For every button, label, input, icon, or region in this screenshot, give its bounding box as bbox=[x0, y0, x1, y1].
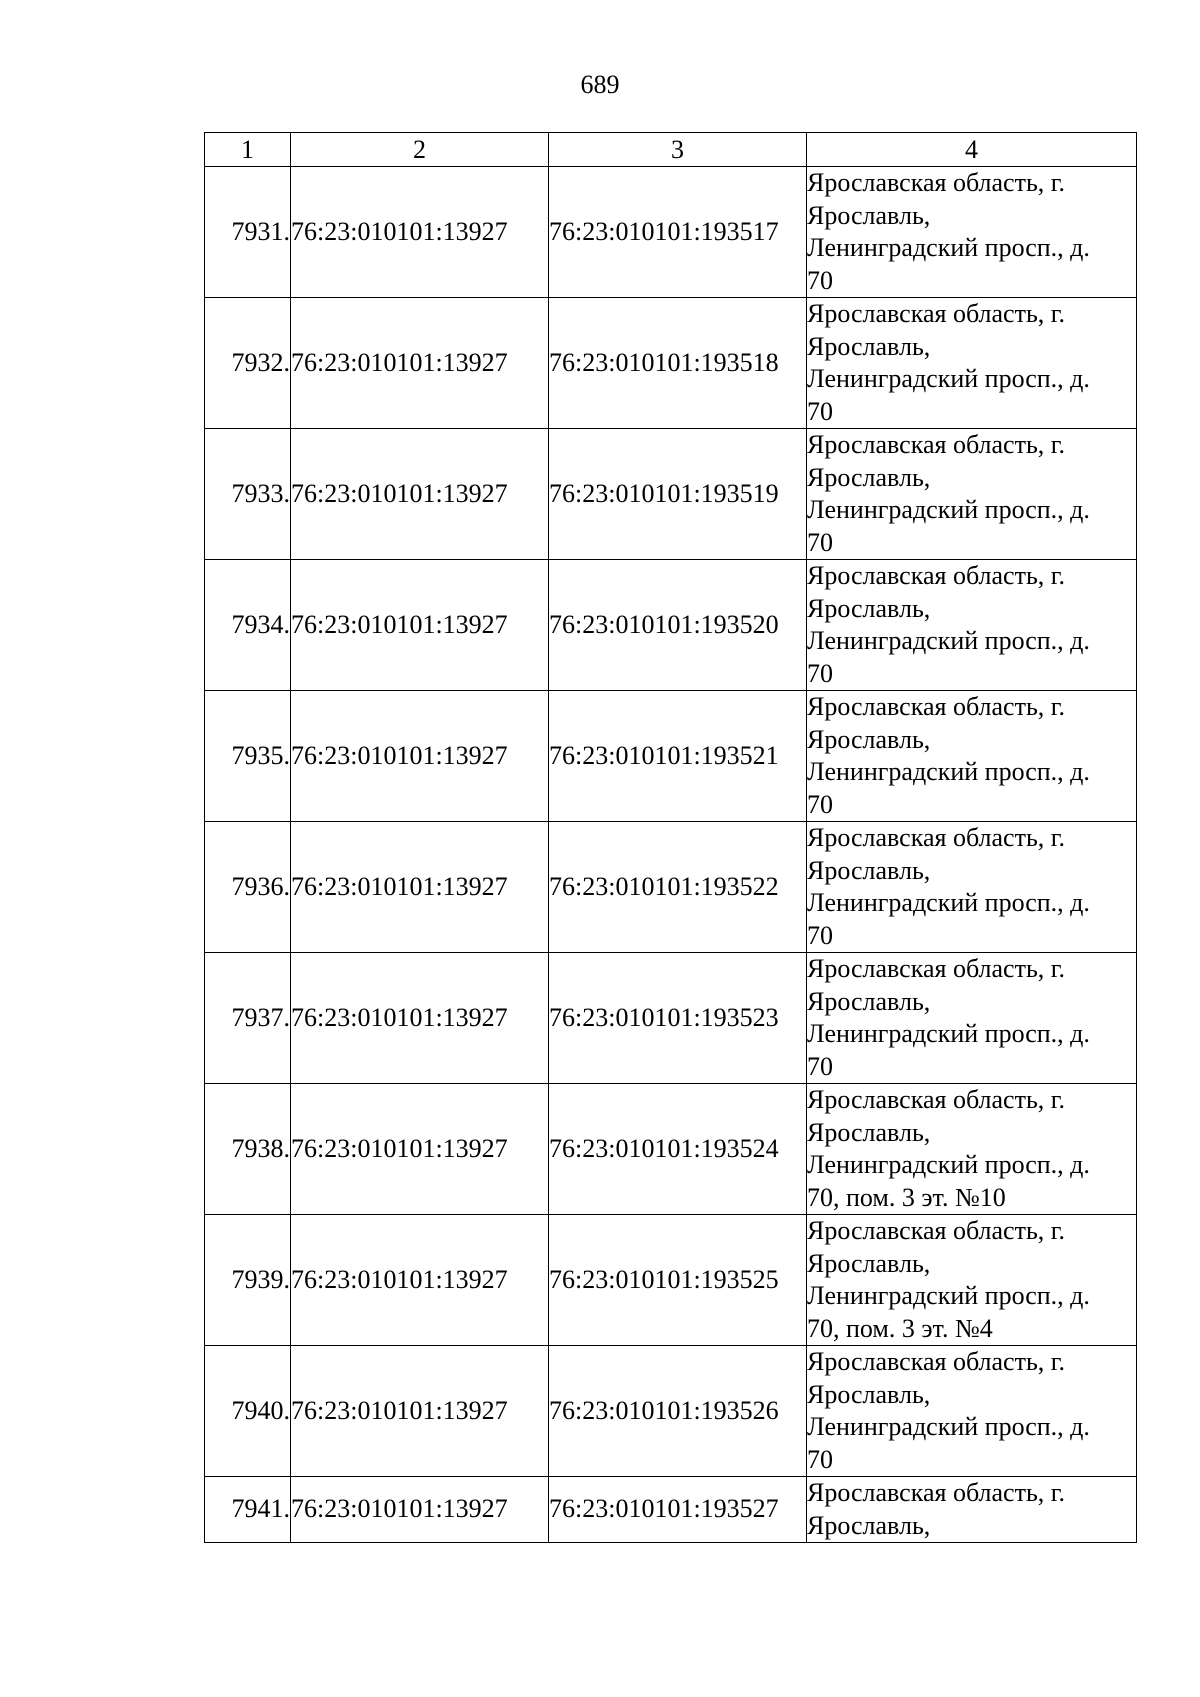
row-number-cell: 7935. bbox=[205, 691, 291, 822]
address-line: 70 bbox=[807, 527, 833, 557]
address-line: Ярославль, bbox=[807, 724, 931, 754]
address-line: Ленинградский просп., д. bbox=[807, 495, 1090, 524]
address-line: Ярославль, bbox=[807, 1510, 931, 1540]
table-row bbox=[205, 429, 1137, 560]
header-cell-1: 1 bbox=[205, 133, 291, 167]
building-cadastral-number-cell: 76:23:010101:13927 bbox=[291, 429, 549, 560]
address-cell bbox=[807, 691, 1137, 822]
premises-cadastral-number-cell: 76:23:010101:193527 bbox=[549, 1477, 807, 1543]
address-line: Ленинградский просп., д. bbox=[807, 364, 1090, 393]
header-cell-3: 3 bbox=[549, 133, 807, 167]
address-line: Ленинградский просп., д. bbox=[807, 757, 1090, 786]
address-line: Ярославская область, г. bbox=[807, 1216, 1066, 1245]
address-line: 70, пом. 3 эт. №10 bbox=[807, 1182, 1006, 1212]
address-cell bbox=[807, 167, 1137, 298]
address-line: Ярославская область, г. bbox=[807, 1085, 1066, 1114]
table-row bbox=[205, 560, 1137, 691]
premises-cadastral-number-cell: 76:23:010101:193517 bbox=[549, 167, 807, 298]
address-line: Ярославль, bbox=[807, 1117, 931, 1147]
building-cadastral-number-cell: 76:23:010101:13927 bbox=[291, 953, 549, 1084]
building-cadastral-number-cell: 76:23:010101:13927 bbox=[291, 298, 549, 429]
address-line: Ленинградский просп., д. bbox=[807, 1281, 1090, 1310]
address-line: Ярославль, bbox=[807, 593, 931, 623]
building-cadastral-number-cell: 76:23:010101:13927 bbox=[291, 1346, 549, 1477]
address-line: Ярославль, bbox=[807, 462, 931, 492]
address-line: 70 bbox=[807, 920, 833, 950]
address-line: Ленинградский просп., д. bbox=[807, 1412, 1090, 1441]
address-line: Ярославская область, г. bbox=[807, 1347, 1066, 1376]
address-line: 70 bbox=[807, 396, 833, 426]
address-line: Ярославская область, г. bbox=[807, 168, 1066, 197]
premises-cadastral-number-cell: 76:23:010101:193526 bbox=[549, 1346, 807, 1477]
premises-cadastral-number-cell: 76:23:010101:193525 bbox=[549, 1215, 807, 1346]
address-line: 70 bbox=[807, 658, 833, 688]
row-number-cell: 7936. bbox=[205, 822, 291, 953]
premises-cadastral-number-cell: 76:23:010101:193519 bbox=[549, 429, 807, 560]
address-line: Ярославская область, г. bbox=[807, 692, 1066, 721]
row-number-cell: 7938. bbox=[205, 1084, 291, 1215]
address-line: 70 bbox=[807, 265, 833, 295]
page-number: 689 bbox=[580, 70, 620, 99]
premises-cadastral-number-cell: 76:23:010101:193523 bbox=[549, 953, 807, 1084]
address-line: Ярославль, bbox=[807, 200, 931, 230]
premises-cadastral-number-cell: 76:23:010101:193521 bbox=[549, 691, 807, 822]
address-line: Ярославская область, г. bbox=[807, 430, 1066, 459]
registry-table bbox=[204, 132, 1137, 1543]
building-cadastral-number-cell: 76:23:010101:13927 bbox=[291, 167, 549, 298]
building-cadastral-number-cell: 76:23:010101:13927 bbox=[291, 1215, 549, 1346]
address-line: Ярославль, bbox=[807, 986, 931, 1016]
row-number-cell: 7939. bbox=[205, 1215, 291, 1346]
building-cadastral-number-cell: 76:23:010101:13927 bbox=[291, 1477, 549, 1543]
row-number-cell: 7941. bbox=[205, 1477, 291, 1543]
building-cadastral-number-cell: 76:23:010101:13927 bbox=[291, 822, 549, 953]
premises-cadastral-number-cell: 76:23:010101:193520 bbox=[549, 560, 807, 691]
premises-cadastral-number-cell: 76:23:010101:193522 bbox=[549, 822, 807, 953]
address-line: 70, пом. 3 эт. №4 bbox=[807, 1313, 993, 1343]
table-row bbox=[205, 1084, 1137, 1215]
table-row bbox=[205, 1215, 1137, 1346]
address-line: Ленинградский просп., д. bbox=[807, 233, 1090, 262]
table-row bbox=[205, 167, 1137, 298]
row-number-cell: 7931. bbox=[205, 167, 291, 298]
address-line: Ярославль, bbox=[807, 1379, 931, 1409]
address-cell bbox=[807, 1346, 1137, 1477]
address-line: Ленинградский просп., д. bbox=[807, 1019, 1090, 1048]
address-cell bbox=[807, 429, 1137, 560]
row-number-cell: 7934. bbox=[205, 560, 291, 691]
address-cell bbox=[807, 953, 1137, 1084]
address-line: Ярославль, bbox=[807, 855, 931, 885]
address-line: Ярославская область, г. bbox=[807, 954, 1066, 983]
row-number-cell: 7932. bbox=[205, 298, 291, 429]
premises-cadastral-number-cell: 76:23:010101:193518 bbox=[549, 298, 807, 429]
address-line: 70 bbox=[807, 1444, 833, 1474]
address-line: Ярославль, bbox=[807, 331, 931, 361]
address-line: Ленинградский просп., д. bbox=[807, 626, 1090, 655]
address-cell bbox=[807, 298, 1137, 429]
address-line: 70 bbox=[807, 1051, 833, 1081]
address-line: Ярославль, bbox=[807, 1248, 931, 1278]
address-cell bbox=[807, 1215, 1137, 1346]
building-cadastral-number-cell: 76:23:010101:13927 bbox=[291, 1084, 549, 1215]
header-cell-4: 4 bbox=[807, 133, 1137, 167]
address-cell bbox=[807, 560, 1137, 691]
table-row bbox=[205, 1346, 1137, 1477]
address-cell bbox=[807, 822, 1137, 953]
row-number-cell: 7940. bbox=[205, 1346, 291, 1477]
address-line: Ярославская область, г. bbox=[807, 299, 1066, 328]
address-line: 70 bbox=[807, 789, 833, 819]
address-cell bbox=[807, 1477, 1137, 1543]
header-cell-2: 2 bbox=[291, 133, 549, 167]
table-header-row bbox=[205, 133, 1137, 167]
building-cadastral-number-cell: 76:23:010101:13927 bbox=[291, 691, 549, 822]
table-row bbox=[205, 953, 1137, 1084]
building-cadastral-number-cell: 76:23:010101:13927 bbox=[291, 560, 549, 691]
row-number-cell: 7937. bbox=[205, 953, 291, 1084]
address-line: Ярославская область, г. bbox=[807, 561, 1066, 590]
address-line: Ленинградский просп., д. bbox=[807, 1150, 1090, 1179]
table-row bbox=[205, 691, 1137, 822]
table-row bbox=[205, 298, 1137, 429]
premises-cadastral-number-cell: 76:23:010101:193524 bbox=[549, 1084, 807, 1215]
row-number-cell: 7933. bbox=[205, 429, 291, 560]
table-row bbox=[205, 822, 1137, 953]
table-row bbox=[205, 1477, 1137, 1543]
address-cell bbox=[807, 1084, 1137, 1215]
address-line: Ярославская область, г. bbox=[807, 823, 1066, 852]
address-line: Ленинградский просп., д. bbox=[807, 888, 1090, 917]
address-line: Ярославская область, г. bbox=[807, 1478, 1066, 1507]
